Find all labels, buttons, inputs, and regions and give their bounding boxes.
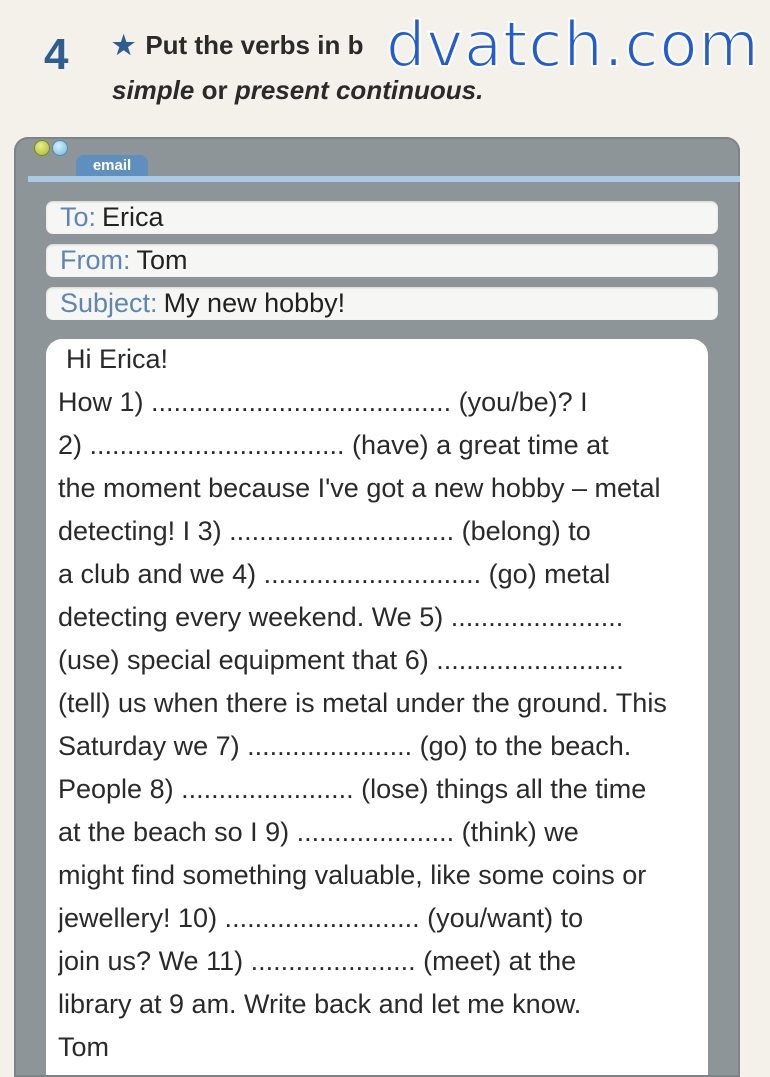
watermark: dvatch.com: [386, 8, 760, 81]
email-line: Hi Erica!: [66, 344, 169, 374]
email-line: (use) special equipment that 6) .........................: [58, 645, 624, 675]
email-line: detecting! I 3) .............................. (belong) to: [58, 516, 591, 546]
exercise-number: 4: [44, 30, 69, 79]
green-dot-icon[interactable]: [34, 140, 50, 156]
email-line: the moment because I've got a new hobby – metal: [58, 473, 661, 503]
to-value: Erica: [102, 202, 164, 232]
to-label: To:: [60, 202, 97, 232]
email-line: (tell) us when there is metal under the ground. This: [58, 688, 667, 718]
email-line: Saturday we 7) ...................... (go) to the beach.: [58, 731, 632, 761]
blue-dot-icon[interactable]: [52, 140, 68, 156]
email-line: join us? We 11) ...................... (meet) at the: [58, 946, 577, 976]
email-line: library at 9 am. Write back and let me know.: [58, 989, 582, 1019]
from-label: From:: [60, 245, 131, 275]
instruction-obscured-text: b: [347, 30, 364, 60]
email-line: People 8) ....................... (lose) things all the time: [58, 774, 647, 804]
to-field[interactable]: [46, 201, 718, 234]
email-line: 2) .................................. (have) a great time at: [58, 430, 609, 460]
email-line: at the beach so I 9) ..................... (think) we: [58, 817, 579, 847]
or-text: or: [194, 75, 235, 105]
present-continuous-text: present continuous.: [234, 75, 484, 105]
star-icon: ★: [112, 30, 136, 60]
subject-label: Subject:: [60, 288, 158, 318]
email-line: jewellery! 10) .......................... (you/want) to: [58, 903, 584, 933]
window-controls: [34, 140, 70, 161]
email-line: might find something valuable, like some coins or: [58, 860, 647, 890]
email-signature: Tom: [58, 1032, 110, 1062]
subject-value: My new hobby!: [163, 288, 346, 318]
simple-text: simple: [112, 75, 195, 105]
from-field[interactable]: [46, 244, 718, 277]
tab-divider: [28, 176, 740, 182]
email-line: How 1) ........................................ (you/be)? I: [58, 387, 588, 417]
from-value: Tom: [136, 245, 188, 275]
exercise-instruction: [112, 30, 363, 61]
email-tab[interactable]: email: [76, 155, 148, 177]
instruction-text: Put the verbs in: [145, 30, 348, 60]
email-line: detecting every weekend. We 5) .......................: [58, 602, 624, 632]
subject-field[interactable]: [46, 287, 718, 320]
email-line: a club and we 4) ............................. (go) metal: [58, 559, 611, 589]
